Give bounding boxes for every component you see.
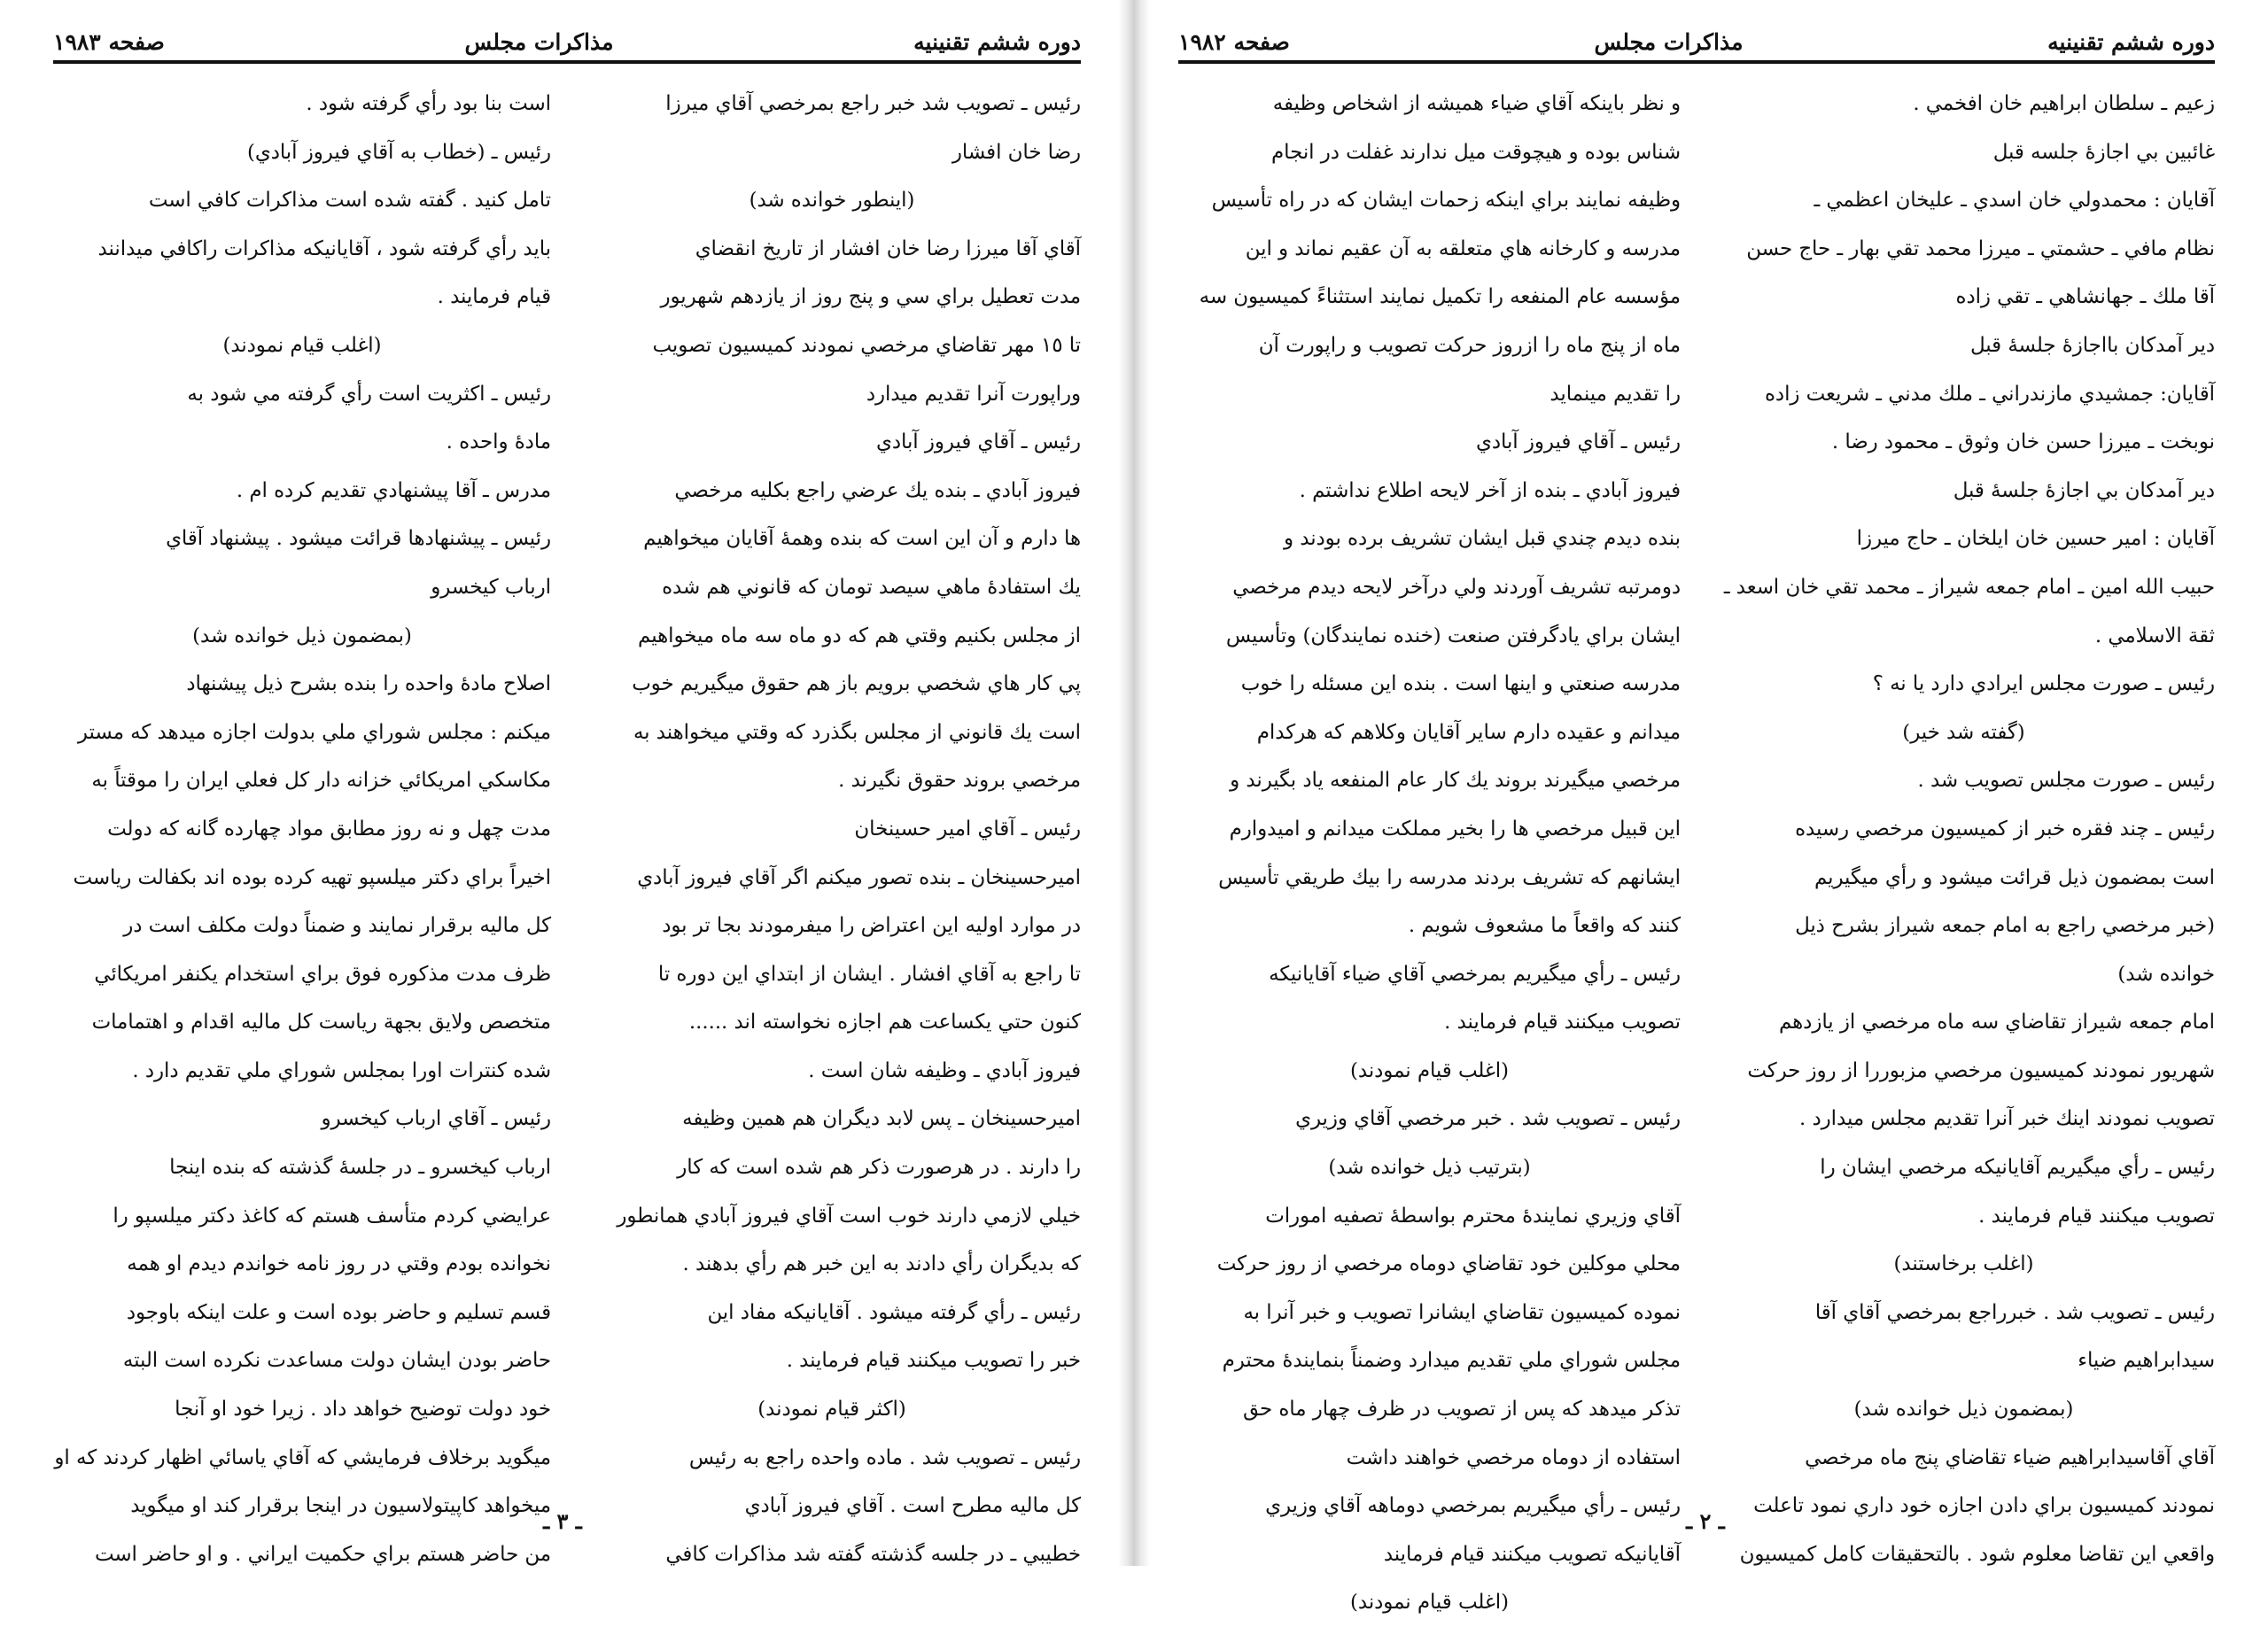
text-line: وظيفه نمايند براي اينكه زحمات ايشان كه در راه تأسيس bbox=[1211, 189, 1681, 213]
left-header-title: مذاكرات مجلس bbox=[464, 29, 614, 55]
text-line: محلي موكلين خود تقاضاي دوماه مرخصي از روز حركت bbox=[1216, 1252, 1681, 1276]
right-page-right-column bbox=[1713, 80, 2215, 1627]
text-line: مدرس ـ آقا پيشنهادي تقديم كرده ام . bbox=[236, 478, 551, 502]
text-line: فيروز آبادي ـ وظيفه شان است . bbox=[808, 1058, 1081, 1082]
text-line: مرخصي بروند حقوق نگيرند . bbox=[838, 769, 1081, 793]
text-line: خيلي لازمي دارند خوب است آقاي فيروز آبادي همانطور bbox=[617, 1204, 1081, 1228]
text-line: مكاسكي امريكائي خزانه دار كل فعلي ايران را موقتاً به bbox=[91, 769, 551, 793]
text-line: مادهٔ واحده . bbox=[446, 430, 551, 454]
text-line: پي كار هاي شخصي برويم باز هم حقوق ميگيريم خوب bbox=[632, 672, 1081, 696]
left-page-header bbox=[53, 16, 1081, 55]
text-line: رئيس ـ اكثريت است رأي گرفته مي شود به bbox=[187, 382, 551, 406]
right-page bbox=[1143, 0, 2268, 1615]
text-line: آقايان: جمشيدي مازندراني ـ ملك مدني ـ شريعت زاده bbox=[1764, 382, 2215, 406]
right-header-title: مذاكرات مجلس bbox=[1594, 29, 1744, 55]
text-line: رئيس ـ آقاي ارباب كيخسرو bbox=[321, 1107, 551, 1131]
right-page-header bbox=[1178, 16, 2215, 55]
text-line: است بمضمون ذيل قرائت ميشود و رأي ميگيريم bbox=[1814, 865, 2215, 889]
text-line: (اغلب قيام نمودند) bbox=[1349, 1058, 1510, 1082]
text-line: فيروز آبادي ـ بنده از آخر لايحه اطلاع نداشتم . bbox=[1299, 478, 1681, 502]
left-page-right-column bbox=[583, 80, 1081, 1578]
text-line: را دارند . در هرصورت ذكر هم شده است كه كار bbox=[677, 1156, 1081, 1180]
text-line: (بمضمون ذيل خوانده شد) bbox=[1853, 1398, 2074, 1422]
text-line: فيروز آبادي ـ بنده يك عرضي راجع بكليه مرخصي bbox=[674, 478, 1081, 502]
text-line: ها دارم و آن اين است كه بنده وهمهٔ آقايان ميخواهيم bbox=[643, 527, 1081, 551]
text-line: مؤسسه عام المنفعه را تكميل نمايند استثناءً كميسيون سه bbox=[1199, 285, 1681, 309]
text-line: ميخواهد كاپيتولاسيون در اينجا برقرار كند او ميگويد bbox=[130, 1494, 551, 1518]
text-line: ميگويد برخلاف فرمايشي كه آقاي ياسائي اظهار كردند كه او bbox=[54, 1445, 551, 1469]
text-line: ايشانهم كه تشريف بردند مدرسه را بيك طريقي تأسيس bbox=[1218, 865, 1681, 889]
text-line: خبر را تصويب ميكنند قيام فرمايند . bbox=[786, 1349, 1081, 1373]
text-line: قسم تسليم و حاضر بوده است و علت اينكه باوجود bbox=[126, 1300, 551, 1324]
text-line: (گفته شد خير) bbox=[1902, 720, 2025, 744]
text-line: نوبخت ـ ميرزا حسن خان وثوق ـ محمود رضا . bbox=[1831, 430, 2215, 454]
text-line: بنده ديدم چندي قبل ايشان تشريف برده بودند و bbox=[1283, 527, 1681, 551]
text-line: واقعي اين تقاضا معلوم شود . بالتحقيقات كامل كميسيون bbox=[1739, 1542, 2215, 1566]
text-line: كل ماليه برقرار نمايند و ضمناً دولت مكلف است در bbox=[123, 914, 551, 938]
text-line: كه بديگران رأي دادند به اين خبر هم رأي بدهند . bbox=[682, 1252, 1081, 1276]
text-line: ظرف مدت مذكوره فوق براي استخدام يكنفر امريكائي bbox=[94, 962, 551, 986]
text-line: رئيس ـ پيشنهادها قرائت ميشود . پيشنهاد آقاي bbox=[166, 527, 551, 551]
left-page bbox=[0, 0, 1125, 1566]
text-line: مدرسه و كارخانه هاي متعلقه به آن عقيم نماند و اين bbox=[1245, 236, 1681, 260]
text-line: دير آمدكان بي اجازهٔ جلسهٔ قبل bbox=[1953, 478, 2215, 502]
left-header-section: دوره ششم تقنينيه bbox=[913, 29, 1081, 55]
text-line: رئيس ـ (خطاب به آقاي فيروز آبادي) bbox=[246, 140, 551, 164]
text-line: ميكنم : مجلس شوراي ملي بدولت اجازه ميدهد كه مستر bbox=[77, 720, 551, 744]
text-line: رئيس ـ رأي ميگيريم آقايانيكه مرخصي ايشان را bbox=[1820, 1156, 2215, 1180]
text-line: (اغلب قيام نمودند) bbox=[1349, 1591, 1510, 1615]
text-line: (اغلب قيام نمودند) bbox=[222, 333, 382, 357]
right-page-left-column bbox=[1178, 80, 1681, 1627]
text-line: من حاضر هستم براي حكميت ايراني . و او حاضر است bbox=[95, 1542, 551, 1566]
text-line: رئيس ـ تصويب شد خبر راجع بمرخصي آقاي ميرزا bbox=[665, 92, 1081, 115]
text-line: وراپورت آنرا تقديم ميدارد bbox=[866, 382, 1081, 406]
text-line: است يك قانوني از مجلس بگذرد كه وقتي ميخواهند به bbox=[633, 720, 1081, 744]
text-line: آقايان : امير حسين خان ايلخان ـ حاج ميرزا bbox=[1856, 527, 2215, 551]
text-line: رئيس ـ تصويب شد . ماده واحده راجع به رئيس bbox=[688, 1445, 1081, 1469]
text-line: رئيس ـ صورت مجلس ايرادي دارد يا نه ؟ bbox=[1872, 672, 2215, 696]
text-line: دير آمدكان بااجازهٔ جلسهٔ قبل bbox=[1970, 333, 2215, 357]
text-line: اصلاح مادهٔ واحده را بنده بشرح ذيل پيشنهاد bbox=[186, 672, 551, 696]
left-header-page-label: صفحه ١٩٨٣ bbox=[53, 29, 165, 55]
text-line: ثقة الاسلامي . bbox=[2094, 624, 2215, 647]
text-line: آقاي آقاسيدابراهيم ضياء تقاضاي پنج ماه مرخصي bbox=[1805, 1445, 2215, 1469]
text-line: رئيس ـ آقاي امير حسينخان bbox=[854, 817, 1081, 841]
right-header-section: دوره ششم تقنينيه bbox=[2047, 29, 2215, 55]
text-line: رئيس ـ رأي گرفته ميشود . آقايانيكه مفاد اين bbox=[707, 1300, 1081, 1324]
left-page-footer: ـ ٣ ـ bbox=[543, 1508, 582, 1534]
text-line: (اينطور خوانده شد) bbox=[749, 189, 915, 213]
text-line: تذكر ميدهد كه پس از تصويب در ظرف چهار ماه حق bbox=[1243, 1398, 1681, 1422]
right-page-columns bbox=[1178, 80, 2215, 1627]
text-line: از مجلس بكنيم وقتي هم كه دو ماه سه ماه ميخواهيم bbox=[638, 624, 1081, 647]
text-line: كنند كه واقعاً ما مشعوف شويم . bbox=[1408, 914, 1681, 938]
text-line: آقايانيكه تصويب ميكنند قيام فرمايند bbox=[1383, 1542, 1681, 1566]
text-line: كنون حتي يكساعت هم اجازه نخواسته اند ...... bbox=[688, 1011, 1081, 1034]
text-line: استفاده از دوماه مرخصي خواهند داشت bbox=[1346, 1445, 1681, 1469]
right-page-footer: ـ ٢ ـ bbox=[1686, 1508, 1725, 1534]
text-line: حاضر بودن ايشان دولت مساعدت نكرده است البته bbox=[122, 1349, 551, 1373]
text-line: يك استفادهٔ ماهي سيصد تومان كه قانوني هم شده bbox=[662, 575, 1081, 599]
text-line: نمودند كميسيون براي دادن اجازه خود داري نمود تاعلت bbox=[1753, 1494, 2215, 1518]
right-header-rule bbox=[1178, 60, 2215, 64]
text-line: غائبين بي اجازهٔ جلسه قبل bbox=[1992, 140, 2215, 164]
right-header-page-label: صفحه ١٩٨٢ bbox=[1178, 29, 1290, 55]
text-line: عرايضي كردم متأسف هستم كه كاغذ دكتر ميلسپو را bbox=[113, 1204, 551, 1228]
text-line: ميدانم و عقيده دارم ساير آقايان وكلاهم كه هركدام bbox=[1256, 720, 1681, 744]
text-line: تصويب ميكنند قيام فرمايند . bbox=[1978, 1204, 2215, 1228]
text-line: خطيبي ـ در جلسه گذشته گفته شد مذاكرات كافي bbox=[665, 1542, 1081, 1566]
text-line: قيام فرمايند . bbox=[437, 285, 551, 309]
text-line: و نظر باينكه آقاي ضياء هميشه از اشخاص وظيفه bbox=[1272, 92, 1681, 115]
text-line: رئيس ـ رأي ميگيريم بمرخصي آقاي ضياء آقايانيكه bbox=[1269, 962, 1681, 986]
text-line: كل ماليه مطرح است . آقاي فيروز آبادي bbox=[744, 1494, 1081, 1518]
text-line: آقا ملك ـ جهانشاهي ـ تقي زاده bbox=[1955, 285, 2215, 309]
text-line: رئيس ـ آقاي فيروز آبادي bbox=[1476, 430, 1681, 454]
text-line: رئيس ـ آقاي فيروز آبادي bbox=[876, 430, 1081, 454]
text-line: مرخصي ميگيرند بروند يك كار عام المنفعه ياد بگيرند و bbox=[1230, 769, 1681, 793]
text-line: خود دولت توضيح خواهد داد . زيرا خود او آنجا bbox=[175, 1398, 551, 1422]
text-line: در موارد اوليه اين اعتراض را ميفرمودند بجا تر بود bbox=[662, 914, 1081, 938]
text-line: دومرتبه تشريف آوردند ولي درآخر لايحه ديدم مرخصي bbox=[1232, 575, 1681, 599]
text-line: تصويب نمودند اينك خبر آنرا تقديم مجلس ميدارد . bbox=[1799, 1107, 2215, 1131]
text-line: ارباب كيخسرو ـ در جلسهٔ گذشته كه بنده اينجا bbox=[169, 1156, 551, 1180]
text-line: رئيس ـ رأي ميگيريم بمرخصي دوماهه آقاي وزيري bbox=[1265, 1494, 1681, 1518]
text-line: تا راجع به آقاي افشار . ايشان از ابتداي اين دوره تا bbox=[657, 962, 1081, 986]
text-line: است بنا بود رأي گرفته شود . bbox=[306, 92, 551, 115]
text-line: آقايان : محمدولي خان اسدي ـ عليخان اعظمي ـ bbox=[1814, 189, 2215, 213]
text-line: شده كنترات اورا بمجلس شوراي ملي تقديم دارد . bbox=[132, 1058, 551, 1082]
text-line: نخوانده بودم وقتي در روز نامه خواندم ديدم او همه bbox=[127, 1252, 551, 1276]
text-line: مدت چهل و نه روز مطابق مواد چهارده گانه كه دولت bbox=[107, 817, 551, 841]
text-line: اميرحسينخان ـ بنده تصور ميكنم اگر آقاي فيروز آبادي bbox=[637, 865, 1081, 889]
text-line: نظام مافي ـ حشمتي ـ ميرزا محمد تقي بهار ـ حاج حسن bbox=[1746, 236, 2215, 260]
text-line: بايد رأي گرفته شود ، آقايانيكه مذاكرات راكافي ميدانند bbox=[97, 236, 551, 260]
text-line: شهريور نمودند كميسيون مرخصي مزبوررا از روز حركت bbox=[1747, 1058, 2215, 1082]
text-line: ايشان براي يادگرفتن صنعت (خنده نمايندگان) وتأسيس bbox=[1225, 624, 1681, 647]
text-line: ماه از پنج ماه را ازروز حركت تصويب و راپورت آن bbox=[1258, 333, 1681, 357]
text-line: سيدابراهيم ضياء bbox=[2078, 1349, 2215, 1373]
text-line: (خبر مرخصي راجع به امام جمعه شيراز بشرح ذيل bbox=[1795, 914, 2215, 938]
text-line: مدرسه صنعتي و اينها است . بنده اين مسئله را خوب bbox=[1240, 672, 1681, 696]
text-line: رئيس ـ چند فقره خبر از كميسيون مرخصي رسيده bbox=[1795, 817, 2215, 841]
text-line: آقاي وزيري نمايندهٔ محترم بواسطهٔ تصفيه امورات bbox=[1265, 1204, 1681, 1228]
text-line: خوانده شد) bbox=[2117, 962, 2215, 986]
text-line: متخصص ولايق بجهة رياست كل ماليه اقدام و اهتمامات bbox=[91, 1011, 551, 1034]
text-line: تصويب ميكنند قيام فرمايند . bbox=[1444, 1011, 1681, 1034]
text-line: (اكثر قيام نمودند) bbox=[757, 1398, 906, 1422]
text-line: آقاي آقا ميرزا رضا خان افشار از تاريخ انقضاي bbox=[695, 236, 1081, 260]
left-header-rule bbox=[53, 60, 1081, 64]
text-line: ارباب كيخسرو bbox=[431, 575, 551, 599]
text-line: شناس بوده و هيچوقت ميل ندارند غفلت در انجام bbox=[1271, 140, 1681, 164]
left-page-left-column bbox=[53, 80, 551, 1578]
text-line: رئيس ـ تصويب شد . خبر مرخصي آقاي وزيري bbox=[1295, 1107, 1681, 1131]
left-page-columns bbox=[53, 80, 1081, 1578]
text-line: اخيراً براي دكتر ميلسپو تهيه كرده بوده اند بكفالت رياست bbox=[73, 865, 551, 889]
text-line: (بمضمون ذيل خوانده شد) bbox=[192, 624, 412, 647]
text-line: زعيم ـ سلطان ابراهيم خان افخمي . bbox=[1913, 92, 2215, 115]
text-line: (بترتيب ذيل خوانده شد) bbox=[1328, 1156, 1531, 1180]
text-line: مجلس شوراي ملي تقديم ميدارد وضمناً بنمايندهٔ محترم bbox=[1222, 1349, 1681, 1373]
text-line: (اغلب برخاستند) bbox=[1893, 1252, 2034, 1276]
text-line: تامل كنيد . گفته شده است مذاكرات كافي است bbox=[148, 189, 551, 213]
text-line: رئيس ـ تصويب شد . خبرراجع بمرخصي آقاي آقا bbox=[1814, 1300, 2215, 1324]
text-line: اين قبيل مرخصي ها را بخير مملكت ميدانم و اميدوارم bbox=[1229, 817, 1681, 841]
text-line: اميرحسينخان ـ پس لابد ديگران هم همين وظيفه bbox=[682, 1107, 1081, 1131]
text-line: رضا خان افشار bbox=[951, 140, 1081, 164]
text-line: رئيس ـ صورت مجلس تصويب شد . bbox=[1917, 769, 2215, 793]
text-line: مدت تعطيل براي سي و پنج روز از يازدهم شهريور bbox=[660, 285, 1081, 309]
text-line: تا ١٥ مهر تقاضاي مرخصي نمودند كميسيون تصويب bbox=[652, 333, 1081, 357]
text-line: نموده كميسيون تقاضاي ايشانرا تصويب و خبر آنرا به bbox=[1243, 1300, 1681, 1324]
text-line: حبيب الله امين ـ امام جمعه شيراز ـ محمد تقي خان اسعد ـ bbox=[1723, 575, 2215, 599]
text-line: را تقديم مينمايد bbox=[1550, 382, 1681, 406]
text-line: امام جمعه شيراز تقاضاي سه ماه مرخصي از يازدهم bbox=[1778, 1011, 2215, 1034]
